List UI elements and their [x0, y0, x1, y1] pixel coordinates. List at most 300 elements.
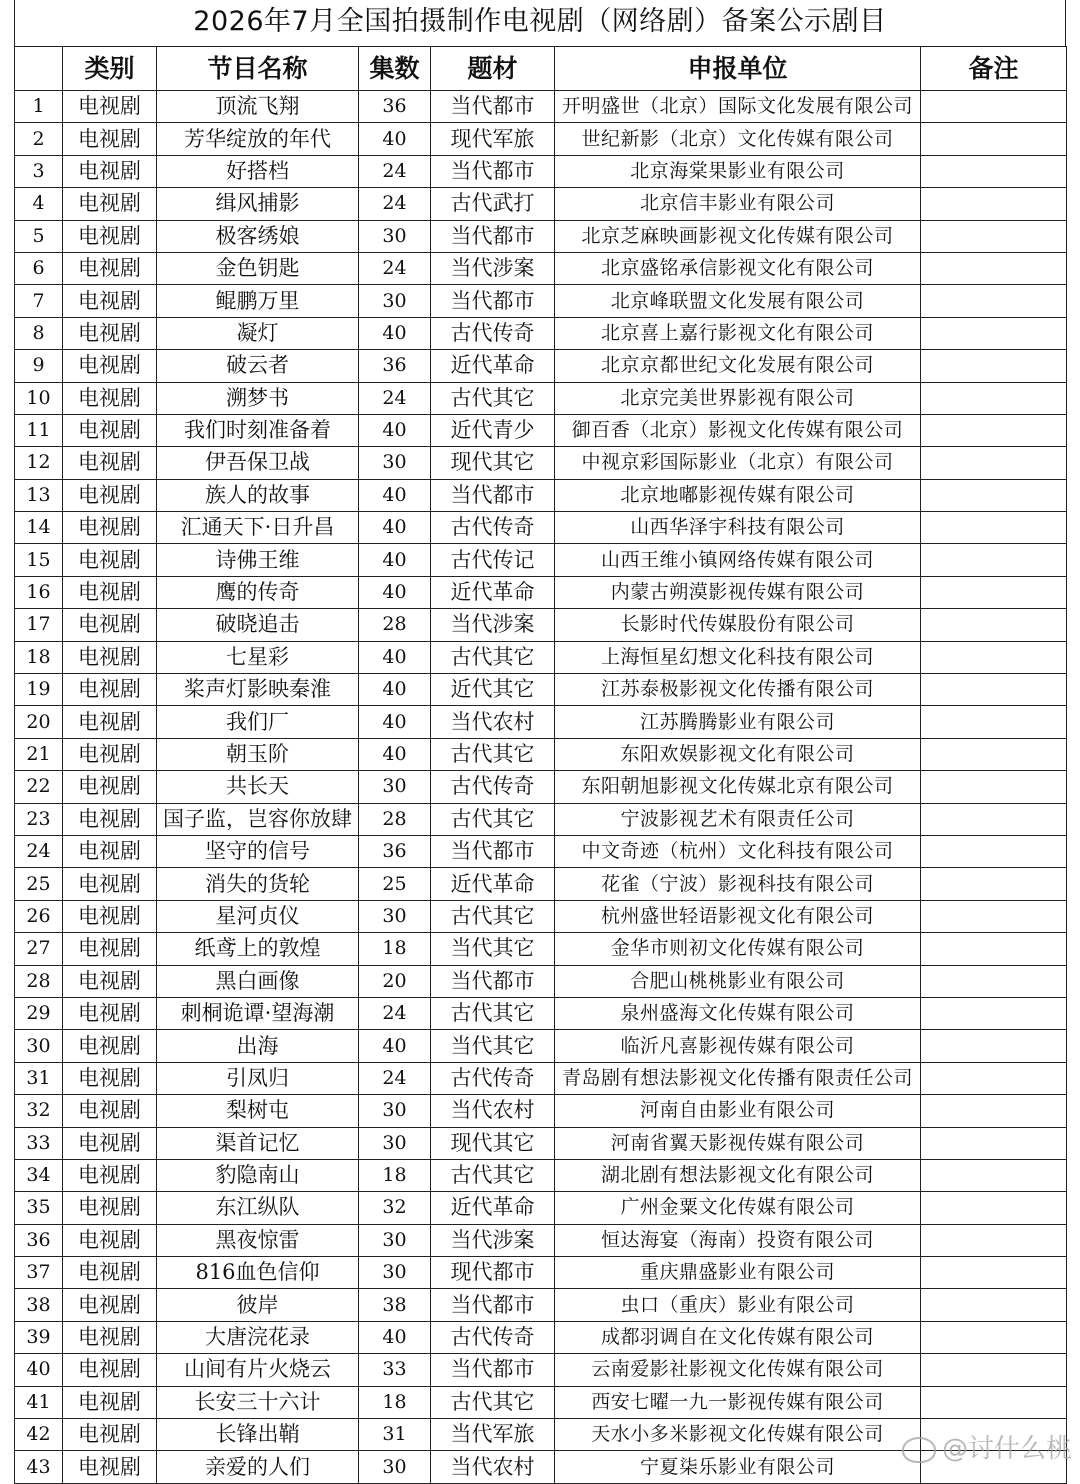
row-index: 30: [15, 1030, 63, 1062]
row-category: 电视剧: [63, 382, 157, 414]
row-program-name: 朝玉阶: [157, 738, 359, 770]
row-applicant: 北京地嘟影视传媒有限公司: [555, 479, 921, 511]
row-program-name: 星河贞仪: [157, 900, 359, 932]
row-episodes: 30: [359, 1224, 431, 1256]
row-index: 39: [15, 1321, 63, 1353]
row-genre: 近代革命: [431, 350, 555, 382]
row-remarks: [921, 414, 1067, 446]
row-episodes: 24: [359, 382, 431, 414]
row-category: 电视剧: [63, 674, 157, 706]
row-program-name: 破云者: [157, 350, 359, 382]
table-row: [15, 1159, 1067, 1191]
row-genre: 古代武打: [431, 188, 555, 220]
row-index: 21: [15, 738, 63, 770]
row-program-name: 缉风捕影: [157, 188, 359, 220]
row-applicant: 西安七曜一九一影视传媒有限公司: [555, 1386, 921, 1418]
row-applicant: 上海恒星幻想文化科技有限公司: [555, 641, 921, 673]
row-category: 电视剧: [63, 803, 157, 835]
row-index: 41: [15, 1386, 63, 1418]
row-episodes: 30: [359, 1095, 431, 1127]
row-index: 40: [15, 1354, 63, 1386]
row-episodes: 40: [359, 674, 431, 706]
table-row: [15, 252, 1067, 284]
row-genre: 当代其它: [431, 1030, 555, 1062]
row-remarks: [921, 188, 1067, 220]
row-program-name: 豹隐南山: [157, 1159, 359, 1191]
row-applicant: 北京喜上嘉行影视文化有限公司: [555, 317, 921, 349]
row-episodes: 38: [359, 1289, 431, 1321]
row-remarks: [921, 1289, 1067, 1321]
row-category: 电视剧: [63, 155, 157, 187]
row-category: 电视剧: [63, 835, 157, 867]
row-program-name: 极客绣娘: [157, 220, 359, 252]
row-category: 电视剧: [63, 997, 157, 1029]
row-program-name: 诗佛王维: [157, 544, 359, 576]
row-index: 10: [15, 382, 63, 414]
row-remarks: [921, 706, 1067, 738]
row-genre: 古代传奇: [431, 1062, 555, 1094]
row-applicant: 山西王维小镇网络传媒有限公司: [555, 544, 921, 576]
row-category: 电视剧: [63, 91, 157, 123]
table-row: [15, 317, 1067, 349]
row-program-name: 大唐浣花录: [157, 1321, 359, 1353]
row-program-name: 渠首记忆: [157, 1127, 359, 1159]
row-applicant: 天水小多米影视文化传媒有限公司: [555, 1419, 921, 1451]
row-index: 19: [15, 674, 63, 706]
row-program-name: 芳华绽放的年代: [157, 123, 359, 155]
table-row: [15, 641, 1067, 673]
row-remarks: [921, 835, 1067, 867]
row-remarks: [921, 350, 1067, 382]
row-genre: 古代其它: [431, 803, 555, 835]
row-program-name: 彼岸: [157, 1289, 359, 1321]
registration-table: [14, 46, 1067, 1484]
row-program-name: 纸鸢上的敦煌: [157, 933, 359, 965]
row-program-name: 坚守的信号: [157, 835, 359, 867]
row-genre: 当代军旅: [431, 1419, 555, 1451]
table-row: [15, 447, 1067, 479]
row-genre: 近代革命: [431, 576, 555, 608]
row-episodes: 20: [359, 965, 431, 997]
row-category: 电视剧: [63, 1386, 157, 1418]
row-genre: 现代其它: [431, 447, 555, 479]
row-index: 18: [15, 641, 63, 673]
row-episodes: 36: [359, 835, 431, 867]
row-remarks: [921, 803, 1067, 835]
row-applicant: 开明盛世（北京）国际文化发展有限公司: [555, 91, 921, 123]
row-genre: 古代其它: [431, 1159, 555, 1191]
table-row: [15, 576, 1067, 608]
row-applicant: 中视京彩国际影业（北京）有限公司: [555, 447, 921, 479]
row-genre: 当代农村: [431, 1451, 555, 1483]
row-genre: 当代其它: [431, 933, 555, 965]
row-index: 6: [15, 252, 63, 284]
watermark: [902, 1428, 1072, 1465]
table-row: [15, 1062, 1067, 1094]
row-genre: 当代都市: [431, 155, 555, 187]
table-row: [15, 512, 1067, 544]
row-remarks: [921, 1127, 1067, 1159]
row-remarks: [921, 900, 1067, 932]
document-sheet: [14, 0, 1066, 1484]
row-index: 37: [15, 1257, 63, 1289]
row-program-name: 鲲鹏万里: [157, 285, 359, 317]
row-remarks: [921, 997, 1067, 1029]
row-genre: 古代其它: [431, 1386, 555, 1418]
row-program-name: 引凤归: [157, 1062, 359, 1094]
table-row: [15, 123, 1067, 155]
row-applicant: 湖北剧有想法影视文化有限公司: [555, 1159, 921, 1191]
row-remarks: [921, 512, 1067, 544]
row-category: 电视剧: [63, 1127, 157, 1159]
row-category: 电视剧: [63, 479, 157, 511]
row-program-name: 出海: [157, 1030, 359, 1062]
row-remarks: [921, 1354, 1067, 1386]
row-episodes: 40: [359, 414, 431, 446]
table-row: [15, 350, 1067, 382]
row-program-name: 金色钥匙: [157, 252, 359, 284]
row-index: 11: [15, 414, 63, 446]
row-category: 电视剧: [63, 512, 157, 544]
row-index: 3: [15, 155, 63, 187]
row-remarks: [921, 965, 1067, 997]
row-program-name: 顶流飞翔: [157, 91, 359, 123]
row-episodes: 30: [359, 771, 431, 803]
row-genre: 近代革命: [431, 1192, 555, 1224]
row-applicant: 重庆鼎盛影业有限公司: [555, 1257, 921, 1289]
row-episodes: 28: [359, 609, 431, 641]
row-category: 电视剧: [63, 1289, 157, 1321]
row-program-name: 黑夜惊雷: [157, 1224, 359, 1256]
row-genre: 现代其它: [431, 1127, 555, 1159]
row-applicant: 北京芝麻映画影视文化传媒有限公司: [555, 220, 921, 252]
table-row: [15, 1095, 1067, 1127]
header-category: 类别: [63, 47, 157, 91]
table-row: [15, 1030, 1067, 1062]
row-genre: 古代传记: [431, 544, 555, 576]
row-remarks: [921, 317, 1067, 349]
row-category: 电视剧: [63, 188, 157, 220]
table-row: [15, 1257, 1067, 1289]
row-episodes: 30: [359, 1257, 431, 1289]
row-category: 电视剧: [63, 1192, 157, 1224]
row-category: 电视剧: [63, 1451, 157, 1483]
row-index: 9: [15, 350, 63, 382]
table-body: [15, 91, 1067, 1484]
row-index: 35: [15, 1192, 63, 1224]
row-index: 43: [15, 1451, 63, 1483]
header-remarks: 备注: [921, 47, 1067, 91]
row-genre: 当代涉案: [431, 1224, 555, 1256]
row-program-name: 溯梦书: [157, 382, 359, 414]
row-category: 电视剧: [63, 900, 157, 932]
row-category: 电视剧: [63, 414, 157, 446]
table-row: [15, 479, 1067, 511]
row-index: 14: [15, 512, 63, 544]
table-row: [15, 1224, 1067, 1256]
table-row: [15, 835, 1067, 867]
row-category: 电视剧: [63, 123, 157, 155]
header-genre: 题材: [431, 47, 555, 91]
row-applicant: 宁波影视艺术有限责任公司: [555, 803, 921, 835]
row-program-name: 汇通天下·日升昌: [157, 512, 359, 544]
row-index: 1: [15, 91, 63, 123]
row-program-name: 族人的故事: [157, 479, 359, 511]
row-episodes: 40: [359, 1321, 431, 1353]
table-row: [15, 220, 1067, 252]
table-row: [15, 285, 1067, 317]
row-index: 20: [15, 706, 63, 738]
row-remarks: [921, 933, 1067, 965]
row-remarks: [921, 1030, 1067, 1062]
row-episodes: 24: [359, 155, 431, 187]
row-remarks: [921, 155, 1067, 187]
row-index: 12: [15, 447, 63, 479]
row-genre: 近代青少: [431, 414, 555, 446]
row-remarks: [921, 544, 1067, 576]
table-row: [15, 997, 1067, 1029]
row-episodes: 24: [359, 252, 431, 284]
row-applicant: 青岛剧有想法影视文化传播有限责任公司: [555, 1062, 921, 1094]
table-row: [15, 609, 1067, 641]
row-remarks: [921, 91, 1067, 123]
row-applicant: 内蒙古朔漠影视传媒有限公司: [555, 576, 921, 608]
row-category: 电视剧: [63, 1224, 157, 1256]
row-program-name: 黑白画像: [157, 965, 359, 997]
row-genre: 古代其它: [431, 641, 555, 673]
row-genre: 现代都市: [431, 1257, 555, 1289]
row-category: 电视剧: [63, 576, 157, 608]
table-row: [15, 706, 1067, 738]
row-program-name: 我们时刻准备着: [157, 414, 359, 446]
row-remarks: [921, 609, 1067, 641]
row-episodes: 25: [359, 868, 431, 900]
row-applicant: 北京海棠果影业有限公司: [555, 155, 921, 187]
row-genre: 当代农村: [431, 706, 555, 738]
row-applicant: 合肥山桃桃影业有限公司: [555, 965, 921, 997]
row-category: 电视剧: [63, 1321, 157, 1353]
row-category: 电视剧: [63, 447, 157, 479]
row-remarks: [921, 1321, 1067, 1353]
row-remarks: [921, 641, 1067, 673]
row-category: 电视剧: [63, 1257, 157, 1289]
table-row: [15, 91, 1067, 123]
row-episodes: 40: [359, 1030, 431, 1062]
row-index: 33: [15, 1127, 63, 1159]
row-index: 22: [15, 771, 63, 803]
row-category: 电视剧: [63, 285, 157, 317]
row-genre: 当代都市: [431, 965, 555, 997]
row-program-name: 刺桐诡谭·望海潮: [157, 997, 359, 1029]
row-episodes: 24: [359, 1062, 431, 1094]
row-category: 电视剧: [63, 1030, 157, 1062]
row-episodes: 30: [359, 285, 431, 317]
row-genre: 当代都市: [431, 91, 555, 123]
row-genre: 古代传奇: [431, 512, 555, 544]
row-applicant: 长影时代传媒股份有限公司: [555, 609, 921, 641]
row-index: 26: [15, 900, 63, 932]
table-row: [15, 803, 1067, 835]
row-index: 24: [15, 835, 63, 867]
watermark-text: @讨什么桃: [941, 1434, 1072, 1464]
row-index: 23: [15, 803, 63, 835]
row-applicant: 御百香（北京）影视文化传媒有限公司: [555, 414, 921, 446]
row-category: 电视剧: [63, 1354, 157, 1386]
row-category: 电视剧: [63, 738, 157, 770]
row-genre: 当代涉案: [431, 252, 555, 284]
table-row: [15, 1386, 1067, 1418]
table-row: [15, 674, 1067, 706]
row-episodes: 40: [359, 123, 431, 155]
row-program-name: 亲爱的人们: [157, 1451, 359, 1483]
row-remarks: [921, 738, 1067, 770]
row-applicant: 东阳朝旭影视文化传媒北京有限公司: [555, 771, 921, 803]
row-index: 16: [15, 576, 63, 608]
row-category: 电视剧: [63, 252, 157, 284]
row-applicant: 北京京都世纪文化发展有限公司: [555, 350, 921, 382]
row-program-name: 消失的货轮: [157, 868, 359, 900]
row-index: 25: [15, 868, 63, 900]
table-row: [15, 1321, 1067, 1353]
row-remarks: [921, 576, 1067, 608]
row-remarks: [921, 382, 1067, 414]
row-genre: 当代涉案: [431, 609, 555, 641]
row-program-name: 鹰的传奇: [157, 576, 359, 608]
row-applicant: 云南爱影社影视文化传媒有限公司: [555, 1354, 921, 1386]
document-title: 2026年7月全国拍摄制作电视剧（网络剧）备案公示剧目: [14, 0, 1066, 46]
row-episodes: 30: [359, 900, 431, 932]
row-genre: 当代都市: [431, 1289, 555, 1321]
row-program-name: 国子监，岂容你放肆: [157, 803, 359, 835]
row-index: 31: [15, 1062, 63, 1094]
row-program-name: 伊吾保卫战: [157, 447, 359, 479]
row-category: 电视剧: [63, 641, 157, 673]
row-applicant: 北京峰联盟文化发展有限公司: [555, 285, 921, 317]
row-genre: 近代革命: [431, 868, 555, 900]
row-episodes: 36: [359, 350, 431, 382]
row-episodes: 32: [359, 1192, 431, 1224]
row-episodes: 40: [359, 317, 431, 349]
row-genre: 当代都市: [431, 220, 555, 252]
row-applicant: 江苏腾腾影业有限公司: [555, 706, 921, 738]
row-category: 电视剧: [63, 1419, 157, 1451]
row-applicant: 世纪新影（北京）文化传媒有限公司: [555, 123, 921, 155]
row-program-name: 桨声灯影映秦淮: [157, 674, 359, 706]
row-applicant: 山西华泽宇科技有限公司: [555, 512, 921, 544]
row-applicant: 河南省翼天影视传媒有限公司: [555, 1127, 921, 1159]
row-genre: 古代传奇: [431, 317, 555, 349]
table-row: [15, 900, 1067, 932]
row-program-name: 破晓追击: [157, 609, 359, 641]
row-remarks: [921, 1062, 1067, 1094]
row-category: 电视剧: [63, 868, 157, 900]
row-program-name: 凝灯: [157, 317, 359, 349]
row-program-name: 山间有片火烧云: [157, 1354, 359, 1386]
row-applicant: 临沂凡喜影视传媒有限公司: [555, 1030, 921, 1062]
row-applicant: 杭州盛世轻语影视文化有限公司: [555, 900, 921, 932]
row-program-name: 我们厂: [157, 706, 359, 738]
row-remarks: [921, 1159, 1067, 1191]
row-index: 15: [15, 544, 63, 576]
table-row: [15, 544, 1067, 576]
row-remarks: [921, 479, 1067, 511]
row-program-name: 共长天: [157, 771, 359, 803]
row-applicant: 金华市则初文化传媒有限公司: [555, 933, 921, 965]
row-applicant: 虫口（重庆）影业有限公司: [555, 1289, 921, 1321]
row-index: 36: [15, 1224, 63, 1256]
row-index: 32: [15, 1095, 63, 1127]
row-applicant: 宁夏柒乐影业有限公司: [555, 1451, 921, 1483]
row-applicant: 广州金粟文化传媒有限公司: [555, 1192, 921, 1224]
row-episodes: 30: [359, 1127, 431, 1159]
row-remarks: [921, 285, 1067, 317]
table-row: [15, 868, 1067, 900]
row-applicant: 中文奇迹（杭州）文化科技有限公司: [555, 835, 921, 867]
table-row: [15, 933, 1067, 965]
row-program-name: 梨树屯: [157, 1095, 359, 1127]
row-category: 电视剧: [63, 544, 157, 576]
row-remarks: [921, 252, 1067, 284]
row-genre: 古代其它: [431, 900, 555, 932]
row-episodes: 40: [359, 706, 431, 738]
row-remarks: [921, 123, 1067, 155]
row-applicant: 泉州盛海文化传媒有限公司: [555, 997, 921, 1029]
table-row: [15, 965, 1067, 997]
row-category: 电视剧: [63, 771, 157, 803]
header-program-name: 节目名称: [157, 47, 359, 91]
row-category: 电视剧: [63, 609, 157, 641]
row-remarks: [921, 674, 1067, 706]
table-row: [15, 1192, 1067, 1224]
row-program-name: 东江纵队: [157, 1192, 359, 1224]
row-episodes: 40: [359, 512, 431, 544]
row-genre: 当代农村: [431, 1095, 555, 1127]
row-genre: 古代其它: [431, 997, 555, 1029]
row-index: 34: [15, 1159, 63, 1191]
row-episodes: 24: [359, 188, 431, 220]
row-remarks: [921, 447, 1067, 479]
row-category: 电视剧: [63, 1159, 157, 1191]
row-index: 7: [15, 285, 63, 317]
row-applicant: 成都羽调自在文化传媒有限公司: [555, 1321, 921, 1353]
row-index: 4: [15, 188, 63, 220]
row-applicant: 东阳欢娱影视文化有限公司: [555, 738, 921, 770]
row-program-name: 816血色信仰: [157, 1257, 359, 1289]
row-index: 5: [15, 220, 63, 252]
row-program-name: 长锋出鞘: [157, 1419, 359, 1451]
row-remarks: [921, 1095, 1067, 1127]
row-episodes: 30: [359, 220, 431, 252]
table-row: [15, 382, 1067, 414]
weibo-logo-icon: [902, 1437, 936, 1463]
row-remarks: [921, 1386, 1067, 1418]
row-category: 电视剧: [63, 1062, 157, 1094]
row-category: 电视剧: [63, 220, 157, 252]
row-index: 42: [15, 1419, 63, 1451]
row-applicant: 恒达海宴（海南）投资有限公司: [555, 1224, 921, 1256]
table-row: [15, 1289, 1067, 1321]
row-applicant: 河南自由影业有限公司: [555, 1095, 921, 1127]
table-row: [15, 771, 1067, 803]
row-genre: 当代都市: [431, 285, 555, 317]
row-index: 13: [15, 479, 63, 511]
row-index: 8: [15, 317, 63, 349]
row-index: 27: [15, 933, 63, 965]
table-row: [15, 1354, 1067, 1386]
row-genre: 当代都市: [431, 835, 555, 867]
row-episodes: 28: [359, 803, 431, 835]
row-category: 电视剧: [63, 706, 157, 738]
